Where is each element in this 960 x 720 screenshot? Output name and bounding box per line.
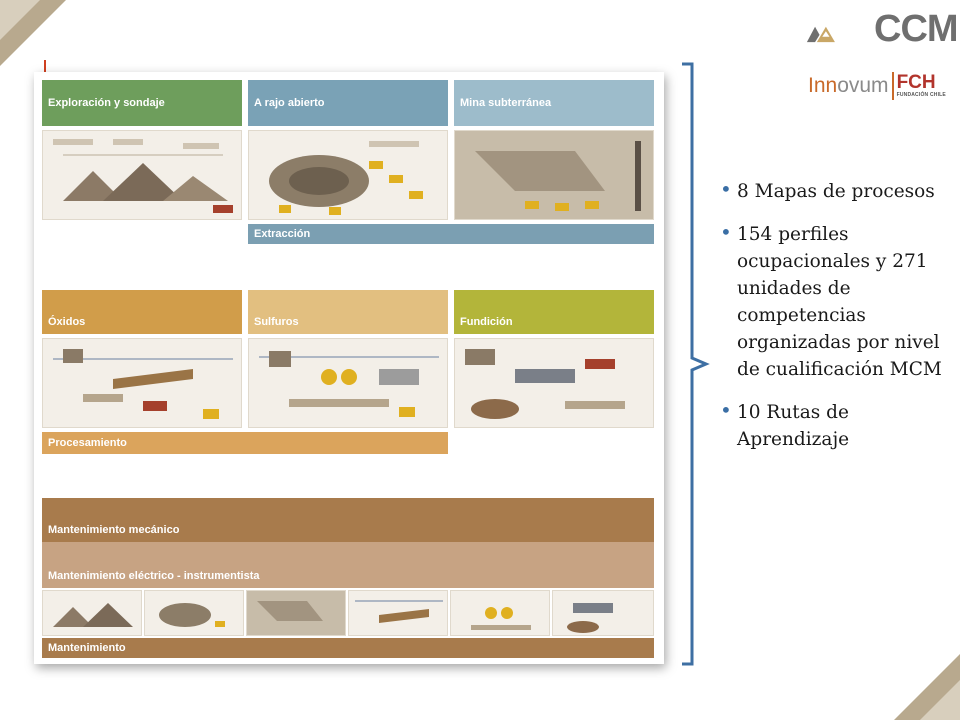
header-fundicion: Fundición bbox=[454, 290, 654, 334]
smelting-process-illustration bbox=[455, 339, 654, 428]
innovum-text: Innovum bbox=[808, 74, 889, 97]
map-thumbnail-mant-5 bbox=[450, 590, 550, 636]
bullet-perfiles: • 154 perfiles ocupacionales y 271 unidades de competencias organizadas por nivel de cualificación MCM bbox=[720, 221, 952, 383]
sulfides-process-illustration bbox=[249, 339, 448, 428]
map-thumbnail-mant-6 bbox=[552, 590, 654, 636]
logo-divider bbox=[892, 72, 894, 100]
fch-text: FCH bbox=[896, 72, 936, 93]
mini-map-illustration bbox=[145, 591, 244, 636]
mini-map-illustration bbox=[553, 591, 654, 636]
fch-logo bbox=[897, 74, 946, 98]
map-thumbnail-mant-3 bbox=[246, 590, 346, 636]
innovum-fch-logo bbox=[808, 70, 946, 102]
map-thumbnail-mant-1 bbox=[42, 590, 142, 636]
header-mantenimiento-mecanico: Mantenimiento mecánico bbox=[42, 498, 654, 542]
header-mantenimiento: Mantenimiento bbox=[42, 638, 654, 658]
header-extraccion: Extracción bbox=[248, 224, 654, 244]
map-thumbnail-oxidos bbox=[42, 338, 242, 428]
header-mantenimiento-electrico: Mantenimiento eléctrico - instrumentista bbox=[42, 542, 654, 588]
map-thumbnail-mant-4 bbox=[348, 590, 448, 636]
bullet-rutas: • 10 Rutas de Aprendizaje bbox=[720, 399, 952, 453]
mini-map-illustration bbox=[349, 591, 448, 636]
fch-subtitle: FUNDACIÓN CHILE bbox=[896, 92, 946, 98]
header-exploracion: Exploración y sondaje bbox=[42, 80, 242, 126]
process-maps-panel bbox=[34, 72, 664, 664]
map-thumbnail-mant-2 bbox=[144, 590, 244, 636]
mini-map-illustration bbox=[43, 591, 142, 636]
header-oxidos: Óxidos bbox=[42, 290, 242, 334]
ccm-logo-text: CCM bbox=[874, 8, 958, 50]
open-pit-illustration bbox=[249, 131, 448, 220]
accent-tick bbox=[44, 60, 46, 72]
map-thumbnail-exploracion bbox=[42, 130, 242, 220]
map-thumbnail-fundicion bbox=[454, 338, 654, 428]
header-rajo-abierto: A rajo abierto bbox=[248, 80, 448, 126]
bullet-mapas: • 8 Mapas de procesos bbox=[720, 178, 952, 205]
summary-bullet-list bbox=[720, 178, 952, 469]
oxides-process-illustration bbox=[43, 339, 242, 428]
mini-map-illustration bbox=[247, 591, 346, 636]
mini-map-illustration bbox=[451, 591, 550, 636]
mountains-illustration bbox=[43, 131, 242, 220]
map-thumbnail-sulfuros bbox=[248, 338, 448, 428]
ccm-logo-icon bbox=[806, 14, 872, 54]
header-sulfuros: Sulfuros bbox=[248, 290, 448, 334]
header-procesamiento: Procesamiento bbox=[42, 432, 448, 454]
corner-decoration-top-left-inner bbox=[0, 0, 40, 40]
header-mina-subterranea: Mina subterránea bbox=[454, 80, 654, 126]
curly-bracket-icon bbox=[680, 62, 710, 666]
underground-mine-illustration bbox=[455, 131, 654, 220]
map-thumbnail-mina-subterranea bbox=[454, 130, 654, 220]
corner-decoration-bottom-right-inner bbox=[920, 680, 960, 720]
map-thumbnail-rajo-abierto bbox=[248, 130, 448, 220]
